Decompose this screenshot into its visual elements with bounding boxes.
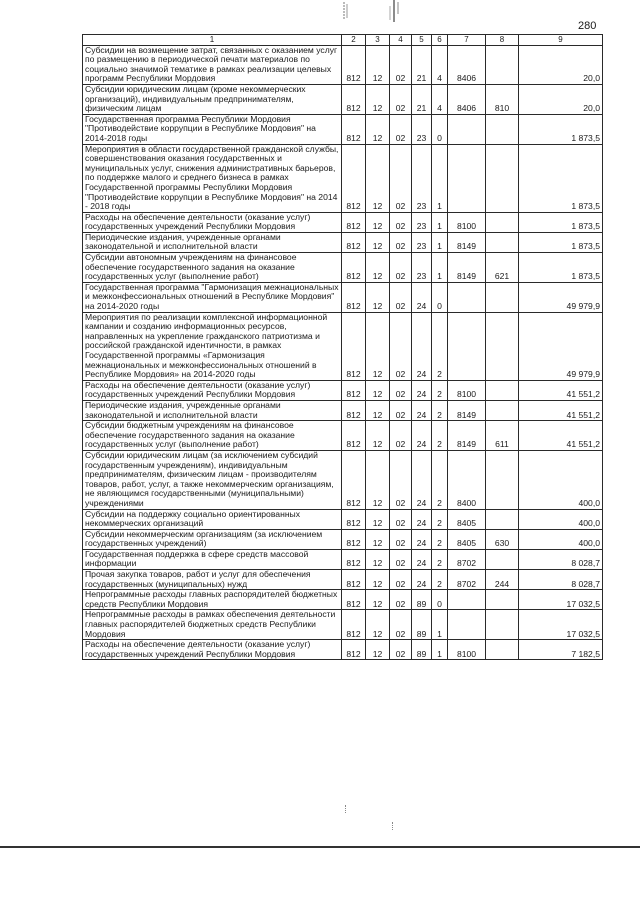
column-header-3: 3 bbox=[366, 35, 390, 46]
ministry-code: 812 bbox=[342, 509, 366, 529]
row-description bbox=[83, 400, 342, 420]
expense-type-code bbox=[486, 590, 519, 610]
expense-type-code bbox=[486, 380, 519, 400]
row-description bbox=[83, 590, 342, 610]
expense-type-code bbox=[486, 114, 519, 144]
amount: 8 028,7 bbox=[519, 570, 603, 590]
item-code: 8405 bbox=[448, 529, 486, 549]
subsection-code: 02 bbox=[390, 450, 412, 509]
table-row bbox=[83, 212, 603, 232]
section-code: 12 bbox=[366, 114, 390, 144]
amount: 17 032,5 bbox=[519, 590, 603, 610]
section-code: 12 bbox=[366, 570, 390, 590]
program-code: 21 bbox=[412, 84, 432, 114]
item-code bbox=[448, 282, 486, 312]
column-header-4: 4 bbox=[390, 35, 412, 46]
subprogram-code: 1 bbox=[432, 253, 448, 283]
expense-type-code bbox=[486, 450, 519, 509]
subsection-code: 02 bbox=[390, 114, 412, 144]
column-header-9: 9 bbox=[519, 35, 603, 46]
subsection-code: 02 bbox=[390, 253, 412, 283]
subprogram-code: 2 bbox=[432, 570, 448, 590]
row-description-text: Субсидии на поддержку социально ориентированных некоммерческих организаций bbox=[85, 509, 301, 529]
row-description bbox=[83, 84, 342, 114]
subsection-code: 02 bbox=[390, 312, 412, 380]
table-row bbox=[83, 421, 603, 451]
amount: 49 979,9 bbox=[519, 312, 603, 380]
row-description bbox=[83, 212, 342, 232]
column-header-8: 8 bbox=[486, 35, 519, 46]
subprogram-code: 1 bbox=[432, 212, 448, 232]
expense-type-code bbox=[486, 45, 519, 84]
table-row bbox=[83, 253, 603, 283]
expense-type-code: 810 bbox=[486, 84, 519, 114]
amount: 400,0 bbox=[519, 450, 603, 509]
table-row bbox=[83, 114, 603, 144]
item-code bbox=[448, 114, 486, 144]
row-description-text: Прочая закупка товаров, работ и услуг для обеспечения государственных (муниципальных) нужд bbox=[85, 569, 311, 589]
program-code: 23 bbox=[412, 253, 432, 283]
expense-type-code bbox=[486, 282, 519, 312]
row-description bbox=[83, 144, 342, 212]
item-code: 8149 bbox=[448, 421, 486, 451]
item-code: 8405 bbox=[448, 509, 486, 529]
row-description-text: Субсидии автономным учреждениям на финансовое обеспечение государственного задания на оказание государственных услуг (выполнение работ) bbox=[85, 252, 297, 282]
subprogram-code: 0 bbox=[432, 114, 448, 144]
expense-type-code bbox=[486, 509, 519, 529]
program-code: 89 bbox=[412, 610, 432, 640]
subsection-code: 02 bbox=[390, 509, 412, 529]
subprogram-code: 1 bbox=[432, 610, 448, 640]
ministry-code: 812 bbox=[342, 450, 366, 509]
amount: 1 873,5 bbox=[519, 114, 603, 144]
section-code: 12 bbox=[366, 610, 390, 640]
row-description bbox=[83, 421, 342, 451]
table-row bbox=[83, 610, 603, 640]
budget-table bbox=[82, 34, 603, 660]
table-row bbox=[83, 450, 603, 509]
row-description bbox=[83, 253, 342, 283]
row-description-text: Мероприятия в области государственной гражданской службы, совершенствования оказания государственных и муниципальных услуг, снижения административных барьеров, по поддержке малого и среднего бизнеса в рамках Государственной программы Республики Мордовия "Противодействие коррупции в Республике Мордовия" на 2014 - 2018 годы bbox=[85, 144, 339, 212]
row-description-text: Субсидии некоммерческим организациям (за исключением государственных учреждений) bbox=[85, 529, 323, 549]
subprogram-code: 0 bbox=[432, 590, 448, 610]
expense-type-code bbox=[486, 312, 519, 380]
ministry-code: 812 bbox=[342, 253, 366, 283]
ministry-code: 812 bbox=[342, 84, 366, 114]
program-code: 89 bbox=[412, 640, 432, 660]
amount: 41 551,2 bbox=[519, 400, 603, 420]
table-row bbox=[83, 144, 603, 212]
row-description bbox=[83, 312, 342, 380]
row-description-text: Государственная программа "Гармонизация межнациональных и межконфессиональных отношений в Республике Мордовия" на 2014-2020 годы bbox=[85, 282, 339, 312]
row-description-text: Субсидии юридическим лицам (кроме некоммерческих организаций), индивидуальным предпринимателям, физическим лицам bbox=[85, 84, 306, 114]
program-code: 24 bbox=[412, 312, 432, 380]
scan-speck bbox=[345, 805, 350, 813]
amount: 1 873,5 bbox=[519, 212, 603, 232]
program-code: 24 bbox=[412, 529, 432, 549]
header-row bbox=[83, 35, 603, 46]
subsection-code: 02 bbox=[390, 84, 412, 114]
program-code: 24 bbox=[412, 450, 432, 509]
program-code: 24 bbox=[412, 570, 432, 590]
page-number: 280 bbox=[578, 20, 597, 32]
section-code: 12 bbox=[366, 380, 390, 400]
subprogram-code: 4 bbox=[432, 84, 448, 114]
row-description-text: Непрограммные расходы главных распорядителей бюджетных средств Республики Мордовия bbox=[85, 589, 338, 609]
bottom-rule bbox=[0, 846, 640, 848]
subprogram-code: 1 bbox=[432, 640, 448, 660]
binding-marks bbox=[338, 0, 408, 24]
column-header-1: 1 bbox=[83, 35, 342, 46]
subprogram-code: 0 bbox=[432, 282, 448, 312]
amount: 1 873,5 bbox=[519, 253, 603, 283]
section-code: 12 bbox=[366, 84, 390, 114]
section-code: 12 bbox=[366, 590, 390, 610]
table-row bbox=[83, 640, 603, 660]
amount: 49 979,9 bbox=[519, 282, 603, 312]
subsection-code: 02 bbox=[390, 421, 412, 451]
amount: 7 182,5 bbox=[519, 640, 603, 660]
table-row bbox=[83, 312, 603, 380]
amount: 41 551,2 bbox=[519, 421, 603, 451]
section-code: 12 bbox=[366, 212, 390, 232]
column-header-2: 2 bbox=[342, 35, 366, 46]
ministry-code: 812 bbox=[342, 640, 366, 660]
column-header-7: 7 bbox=[448, 35, 486, 46]
program-code: 24 bbox=[412, 509, 432, 529]
subsection-code: 02 bbox=[390, 640, 412, 660]
item-code: 8149 bbox=[448, 400, 486, 420]
section-code: 12 bbox=[366, 45, 390, 84]
amount: 20,0 bbox=[519, 45, 603, 84]
ministry-code: 812 bbox=[342, 400, 366, 420]
row-description bbox=[83, 640, 342, 660]
table-row bbox=[83, 549, 603, 569]
ministry-code: 812 bbox=[342, 144, 366, 212]
row-description bbox=[83, 509, 342, 529]
expense-type-code bbox=[486, 144, 519, 212]
subsection-code: 02 bbox=[390, 45, 412, 84]
item-code: 8100 bbox=[448, 640, 486, 660]
row-description bbox=[83, 282, 342, 312]
row-description bbox=[83, 380, 342, 400]
row-description bbox=[83, 549, 342, 569]
item-code: 8149 bbox=[448, 253, 486, 283]
section-code: 12 bbox=[366, 529, 390, 549]
scan-speck bbox=[392, 822, 397, 830]
ministry-code: 812 bbox=[342, 45, 366, 84]
row-description bbox=[83, 570, 342, 590]
subprogram-code: 2 bbox=[432, 400, 448, 420]
section-code: 12 bbox=[366, 400, 390, 420]
amount: 400,0 bbox=[519, 509, 603, 529]
table-row bbox=[83, 400, 603, 420]
program-code: 24 bbox=[412, 421, 432, 451]
program-code: 23 bbox=[412, 232, 432, 252]
row-description-text: Мероприятия по реализации комплексной информационной кампании и созданию информационных ресурсов, направленных на укрепление гражданского патриотизма и российской гражданской идентичности, в рамках Государственной программы «Гармонизация межнациональных и межконфессиональных отношений в Республике Мордовия» на 2014-2020 годы bbox=[85, 312, 328, 380]
row-description bbox=[83, 232, 342, 252]
item-code bbox=[448, 610, 486, 640]
ministry-code: 812 bbox=[342, 282, 366, 312]
section-code: 12 bbox=[366, 144, 390, 212]
table-row bbox=[83, 282, 603, 312]
amount: 1 873,5 bbox=[519, 144, 603, 212]
amount: 17 032,5 bbox=[519, 610, 603, 640]
program-code: 23 bbox=[412, 114, 432, 144]
program-code: 89 bbox=[412, 590, 432, 610]
program-code: 21 bbox=[412, 45, 432, 84]
subsection-code: 02 bbox=[390, 232, 412, 252]
item-code: 8406 bbox=[448, 45, 486, 84]
ministry-code: 812 bbox=[342, 232, 366, 252]
row-description bbox=[83, 114, 342, 144]
ministry-code: 812 bbox=[342, 421, 366, 451]
row-description-text: Периодические издания, учрежденные органами законодательной и исполнительной власти bbox=[85, 400, 281, 420]
column-header-5: 5 bbox=[412, 35, 432, 46]
subprogram-code: 1 bbox=[432, 144, 448, 212]
item-code: 8400 bbox=[448, 450, 486, 509]
subprogram-code: 2 bbox=[432, 421, 448, 451]
subsection-code: 02 bbox=[390, 144, 412, 212]
ministry-code: 812 bbox=[342, 610, 366, 640]
row-description-text: Субсидии юридическим лицам (за исключением субсидий государственным учреждениям), индивидуальным предпринимателям, физическим лицам - производителям товаров, работ, услуг, а также некоммерческим организациям, не являющимся государственными (муниципальными) учреждениями bbox=[85, 450, 334, 508]
table-body bbox=[83, 45, 603, 660]
section-code: 12 bbox=[366, 253, 390, 283]
section-code: 12 bbox=[366, 421, 390, 451]
expense-type-code bbox=[486, 400, 519, 420]
subprogram-code: 2 bbox=[432, 450, 448, 509]
row-description-text: Непрограммные расходы в рамках обеспечения деятельности главных распорядителей бюджетных средств Республики Мордовия bbox=[85, 609, 336, 639]
subprogram-code: 2 bbox=[432, 529, 448, 549]
table-row bbox=[83, 529, 603, 549]
ministry-code: 812 bbox=[342, 529, 366, 549]
expense-type-code bbox=[486, 610, 519, 640]
subsection-code: 02 bbox=[390, 549, 412, 569]
row-description bbox=[83, 450, 342, 509]
item-code bbox=[448, 312, 486, 380]
ministry-code: 812 bbox=[342, 312, 366, 380]
subsection-code: 02 bbox=[390, 212, 412, 232]
section-code: 12 bbox=[366, 509, 390, 529]
amount: 20,0 bbox=[519, 84, 603, 114]
section-code: 12 bbox=[366, 312, 390, 380]
amount: 41 551,2 bbox=[519, 380, 603, 400]
row-description-text: Субсидии на возмещение затрат, связанных с оказанием услуг по размещению в периодической печати материалов по социально значимой тематике в рамках реализации целевых программ Республики Мордовия bbox=[85, 45, 338, 84]
item-code: 8406 bbox=[448, 84, 486, 114]
subprogram-code: 1 bbox=[432, 232, 448, 252]
table-row bbox=[83, 380, 603, 400]
row-description-text: Расходы на обеспечение деятельности (оказание услуг) государственных учреждений Республики Мордовия bbox=[85, 380, 311, 400]
expense-type-code: 630 bbox=[486, 529, 519, 549]
subprogram-code: 2 bbox=[432, 312, 448, 380]
subprogram-code: 2 bbox=[432, 380, 448, 400]
row-description-text: Государственная поддержка в сфере средств массовой информации bbox=[85, 549, 309, 569]
ministry-code: 812 bbox=[342, 570, 366, 590]
row-description-text: Субсидии бюджетным учреждениям на финансовое обеспечение государственного задания на оказание государственных услуг (выполнение работ) bbox=[85, 420, 295, 450]
item-code: 8702 bbox=[448, 549, 486, 569]
table-row bbox=[83, 84, 603, 114]
table-row bbox=[83, 509, 603, 529]
amount: 8 028,7 bbox=[519, 549, 603, 569]
expense-type-code bbox=[486, 640, 519, 660]
subprogram-code: 4 bbox=[432, 45, 448, 84]
expense-type-code bbox=[486, 232, 519, 252]
program-code: 24 bbox=[412, 400, 432, 420]
item-code: 8149 bbox=[448, 232, 486, 252]
row-description-text: Расходы на обеспечение деятельности (оказание услуг) государственных учреждений Республики Мордовия bbox=[85, 212, 311, 232]
expense-type-code: 244 bbox=[486, 570, 519, 590]
subsection-code: 02 bbox=[390, 400, 412, 420]
row-description-text: Периодические издания, учрежденные органами законодательной и исполнительной власти bbox=[85, 232, 281, 252]
item-code: 8100 bbox=[448, 380, 486, 400]
row-description-text: Государственная программа Республики Мордовия "Противодействие коррупции в Республике Мордовия" на 2014-2018 годы bbox=[85, 114, 316, 143]
item-code: 8702 bbox=[448, 570, 486, 590]
row-description bbox=[83, 45, 342, 84]
item-code bbox=[448, 144, 486, 212]
expense-type-code: 611 bbox=[486, 421, 519, 451]
subsection-code: 02 bbox=[390, 529, 412, 549]
ministry-code: 812 bbox=[342, 114, 366, 144]
amount: 400,0 bbox=[519, 529, 603, 549]
subsection-code: 02 bbox=[390, 380, 412, 400]
ministry-code: 812 bbox=[342, 212, 366, 232]
section-code: 12 bbox=[366, 640, 390, 660]
item-code bbox=[448, 590, 486, 610]
subsection-code: 02 bbox=[390, 590, 412, 610]
section-code: 12 bbox=[366, 282, 390, 312]
section-code: 12 bbox=[366, 450, 390, 509]
section-code: 12 bbox=[366, 232, 390, 252]
ministry-code: 812 bbox=[342, 380, 366, 400]
subprogram-code: 2 bbox=[432, 509, 448, 529]
column-header-6: 6 bbox=[432, 35, 448, 46]
row-description bbox=[83, 610, 342, 640]
table-row bbox=[83, 570, 603, 590]
section-code: 12 bbox=[366, 549, 390, 569]
ministry-code: 812 bbox=[342, 590, 366, 610]
program-code: 24 bbox=[412, 282, 432, 312]
amount: 1 873,5 bbox=[519, 232, 603, 252]
item-code: 8100 bbox=[448, 212, 486, 232]
subsection-code: 02 bbox=[390, 610, 412, 640]
ministry-code: 812 bbox=[342, 549, 366, 569]
expense-type-code bbox=[486, 549, 519, 569]
program-code: 24 bbox=[412, 549, 432, 569]
row-description bbox=[83, 529, 342, 549]
subsection-code: 02 bbox=[390, 282, 412, 312]
row-description-text: Расходы на обеспечение деятельности (оказание услуг) государственных учреждений Республики Мордовия bbox=[85, 639, 311, 659]
program-code: 23 bbox=[412, 144, 432, 212]
table-row bbox=[83, 45, 603, 84]
expense-type-code bbox=[486, 212, 519, 232]
expense-type-code: 621 bbox=[486, 253, 519, 283]
table-row bbox=[83, 590, 603, 610]
program-code: 24 bbox=[412, 380, 432, 400]
subprogram-code: 2 bbox=[432, 549, 448, 569]
table-row bbox=[83, 232, 603, 252]
subsection-code: 02 bbox=[390, 570, 412, 590]
program-code: 23 bbox=[412, 212, 432, 232]
